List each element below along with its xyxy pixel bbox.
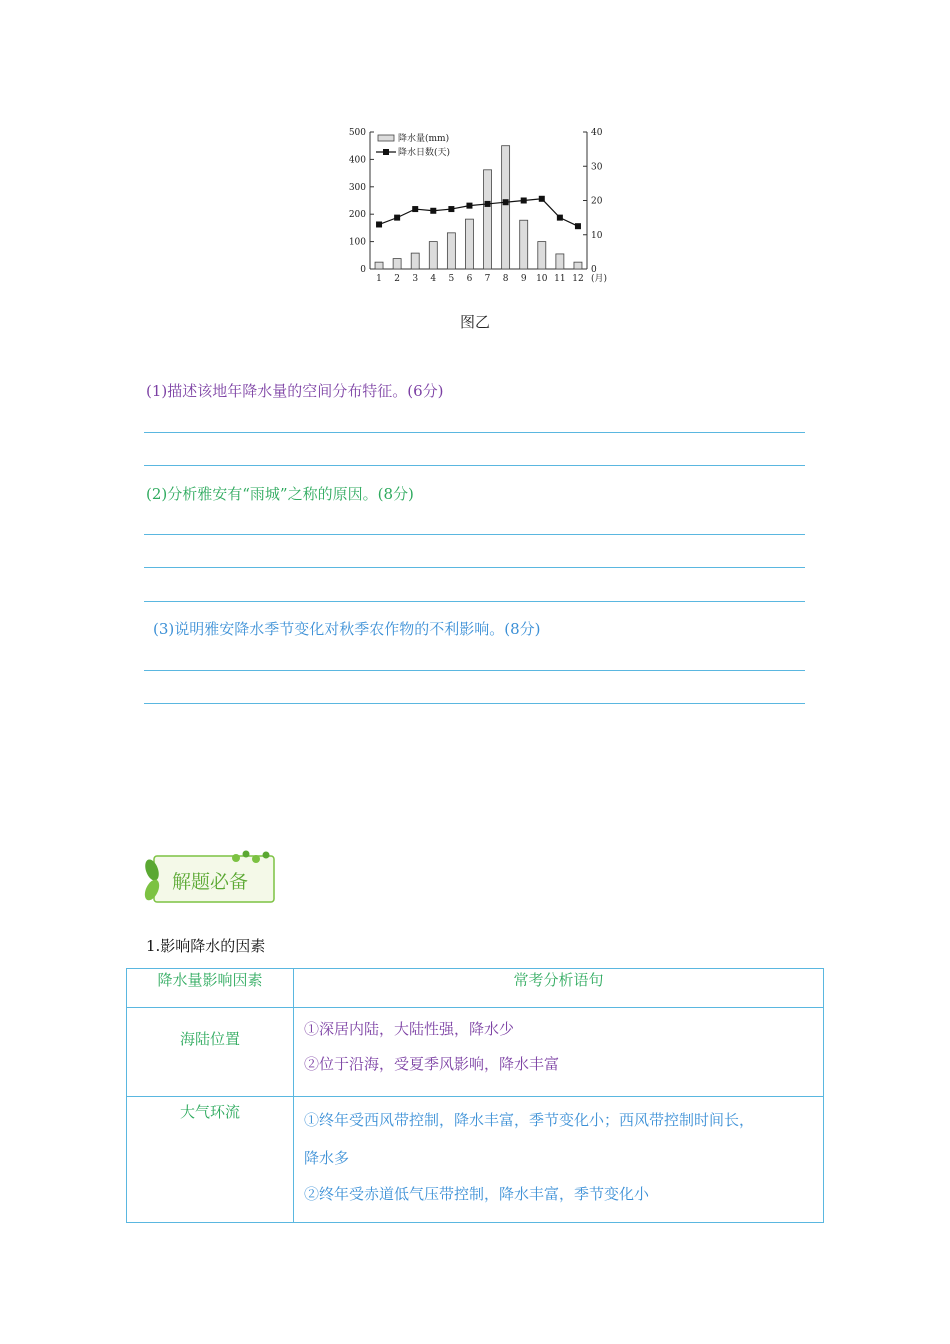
y-tick-label-right: 40 bbox=[591, 128, 603, 138]
section-badge bbox=[140, 848, 280, 906]
y-tick-label-right: 30 bbox=[591, 162, 603, 173]
x-tick-label: 3 bbox=[412, 274, 419, 284]
precip-bar bbox=[375, 262, 383, 269]
y-tick-label-left: 500 bbox=[348, 128, 366, 138]
analysis-line: ①深居内陆，大陆性强，降水少 bbox=[304, 1020, 515, 1038]
x-tick-label: 9 bbox=[520, 274, 527, 284]
rain-days-point bbox=[412, 206, 418, 212]
analysis-line: ①终年受西风带控制，降水丰富，季节变化小；西风带控制时间长， bbox=[304, 1111, 755, 1129]
y-tick-label-left: 200 bbox=[348, 210, 366, 221]
climate-chart bbox=[340, 122, 610, 292]
answer-line bbox=[144, 432, 805, 433]
answer-line bbox=[144, 534, 805, 535]
x-tick-label: 11 bbox=[554, 274, 566, 284]
x-unit-label: (月) bbox=[590, 274, 608, 284]
rain-days-point bbox=[503, 199, 509, 205]
x-tick-label: 10 bbox=[536, 274, 548, 284]
answer-line bbox=[144, 567, 805, 568]
figure-caption: 图乙 bbox=[459, 313, 490, 331]
legend-label: 降水日数(天) bbox=[398, 148, 451, 158]
rain-days-point bbox=[448, 206, 454, 212]
y-tick-label-left: 100 bbox=[348, 237, 366, 248]
table-header-cell: 降水量影响因素 bbox=[127, 969, 294, 1008]
analysis-line: ②终年受赤道低气压带控制，降水丰富，季节变化小 bbox=[304, 1185, 650, 1203]
table-row bbox=[127, 1008, 824, 1097]
table-header-cell: 常考分析语句 bbox=[294, 969, 824, 1008]
rain-days-line bbox=[379, 199, 578, 226]
x-tick-label: 2 bbox=[394, 274, 400, 284]
rain-days-point bbox=[394, 215, 400, 221]
question-2: (2)分析雅安有“雨城”之称的原因。(8分) bbox=[146, 485, 414, 503]
precip-bar bbox=[429, 242, 437, 269]
y-tick-label-left: 0 bbox=[360, 265, 366, 275]
question-1: (1)描述该地年降水量的空间分布特征。(6分) bbox=[146, 382, 444, 400]
x-tick-label: 7 bbox=[484, 274, 491, 284]
rain-days-point bbox=[485, 201, 491, 207]
precip-bar bbox=[447, 233, 455, 269]
section-title: 1.影响降水的因素 bbox=[146, 937, 266, 955]
x-tick-label: 6 bbox=[466, 274, 473, 284]
precip-bar bbox=[411, 253, 419, 269]
table-header-row bbox=[127, 969, 824, 1008]
factor-cell: 海陆位置 bbox=[127, 1008, 294, 1097]
y-tick-label-right: 20 bbox=[591, 196, 603, 207]
x-tick-label: 4 bbox=[430, 274, 437, 284]
y-tick-label-left: 300 bbox=[348, 182, 366, 193]
precip-bar bbox=[393, 259, 401, 269]
analysis-line: ②位于沿海，受夏季风影响，降水丰富 bbox=[304, 1055, 560, 1073]
precip-bar bbox=[484, 170, 492, 269]
factors-table bbox=[126, 968, 824, 1223]
precip-bar bbox=[556, 254, 564, 269]
legend-bar-swatch bbox=[378, 135, 394, 141]
precip-bar bbox=[465, 219, 473, 269]
items-cell bbox=[294, 1097, 824, 1223]
badge-label: 解题必备 bbox=[172, 871, 249, 893]
rain-days-point bbox=[575, 223, 581, 229]
answer-line bbox=[144, 601, 805, 602]
answer-line bbox=[144, 703, 805, 704]
y-tick-label-right: 0 bbox=[591, 265, 597, 275]
answer-line bbox=[144, 670, 805, 671]
precip-bar bbox=[574, 262, 582, 269]
table-row bbox=[127, 1097, 824, 1223]
x-tick-label: 12 bbox=[572, 274, 584, 284]
y-tick-label-left: 400 bbox=[348, 155, 366, 166]
items-cell bbox=[294, 1008, 824, 1097]
rain-days-point bbox=[521, 198, 527, 204]
analysis-line: 降水多 bbox=[304, 1149, 350, 1167]
precip-bar bbox=[502, 146, 510, 269]
precip-bar bbox=[520, 220, 528, 269]
x-tick-label: 8 bbox=[502, 274, 509, 284]
rain-days-point bbox=[539, 196, 545, 202]
rain-days-point bbox=[376, 221, 382, 227]
x-tick-label: 5 bbox=[448, 274, 455, 284]
precip-bar bbox=[538, 242, 546, 269]
answer-line bbox=[144, 465, 805, 466]
question-3: (3)说明雅安降水季节变化对秋季农作物的不利影响。(8分) bbox=[153, 620, 541, 638]
rain-days-point bbox=[466, 203, 472, 209]
rain-days-point bbox=[430, 208, 436, 214]
rain-days-point bbox=[557, 215, 563, 221]
y-tick-label-right: 10 bbox=[591, 230, 603, 241]
legend-label: 降水量(mm) bbox=[398, 134, 450, 144]
x-tick-label: 1 bbox=[376, 274, 382, 284]
legend-line-marker bbox=[383, 149, 389, 155]
factor-cell: 大气环流 bbox=[127, 1097, 294, 1223]
